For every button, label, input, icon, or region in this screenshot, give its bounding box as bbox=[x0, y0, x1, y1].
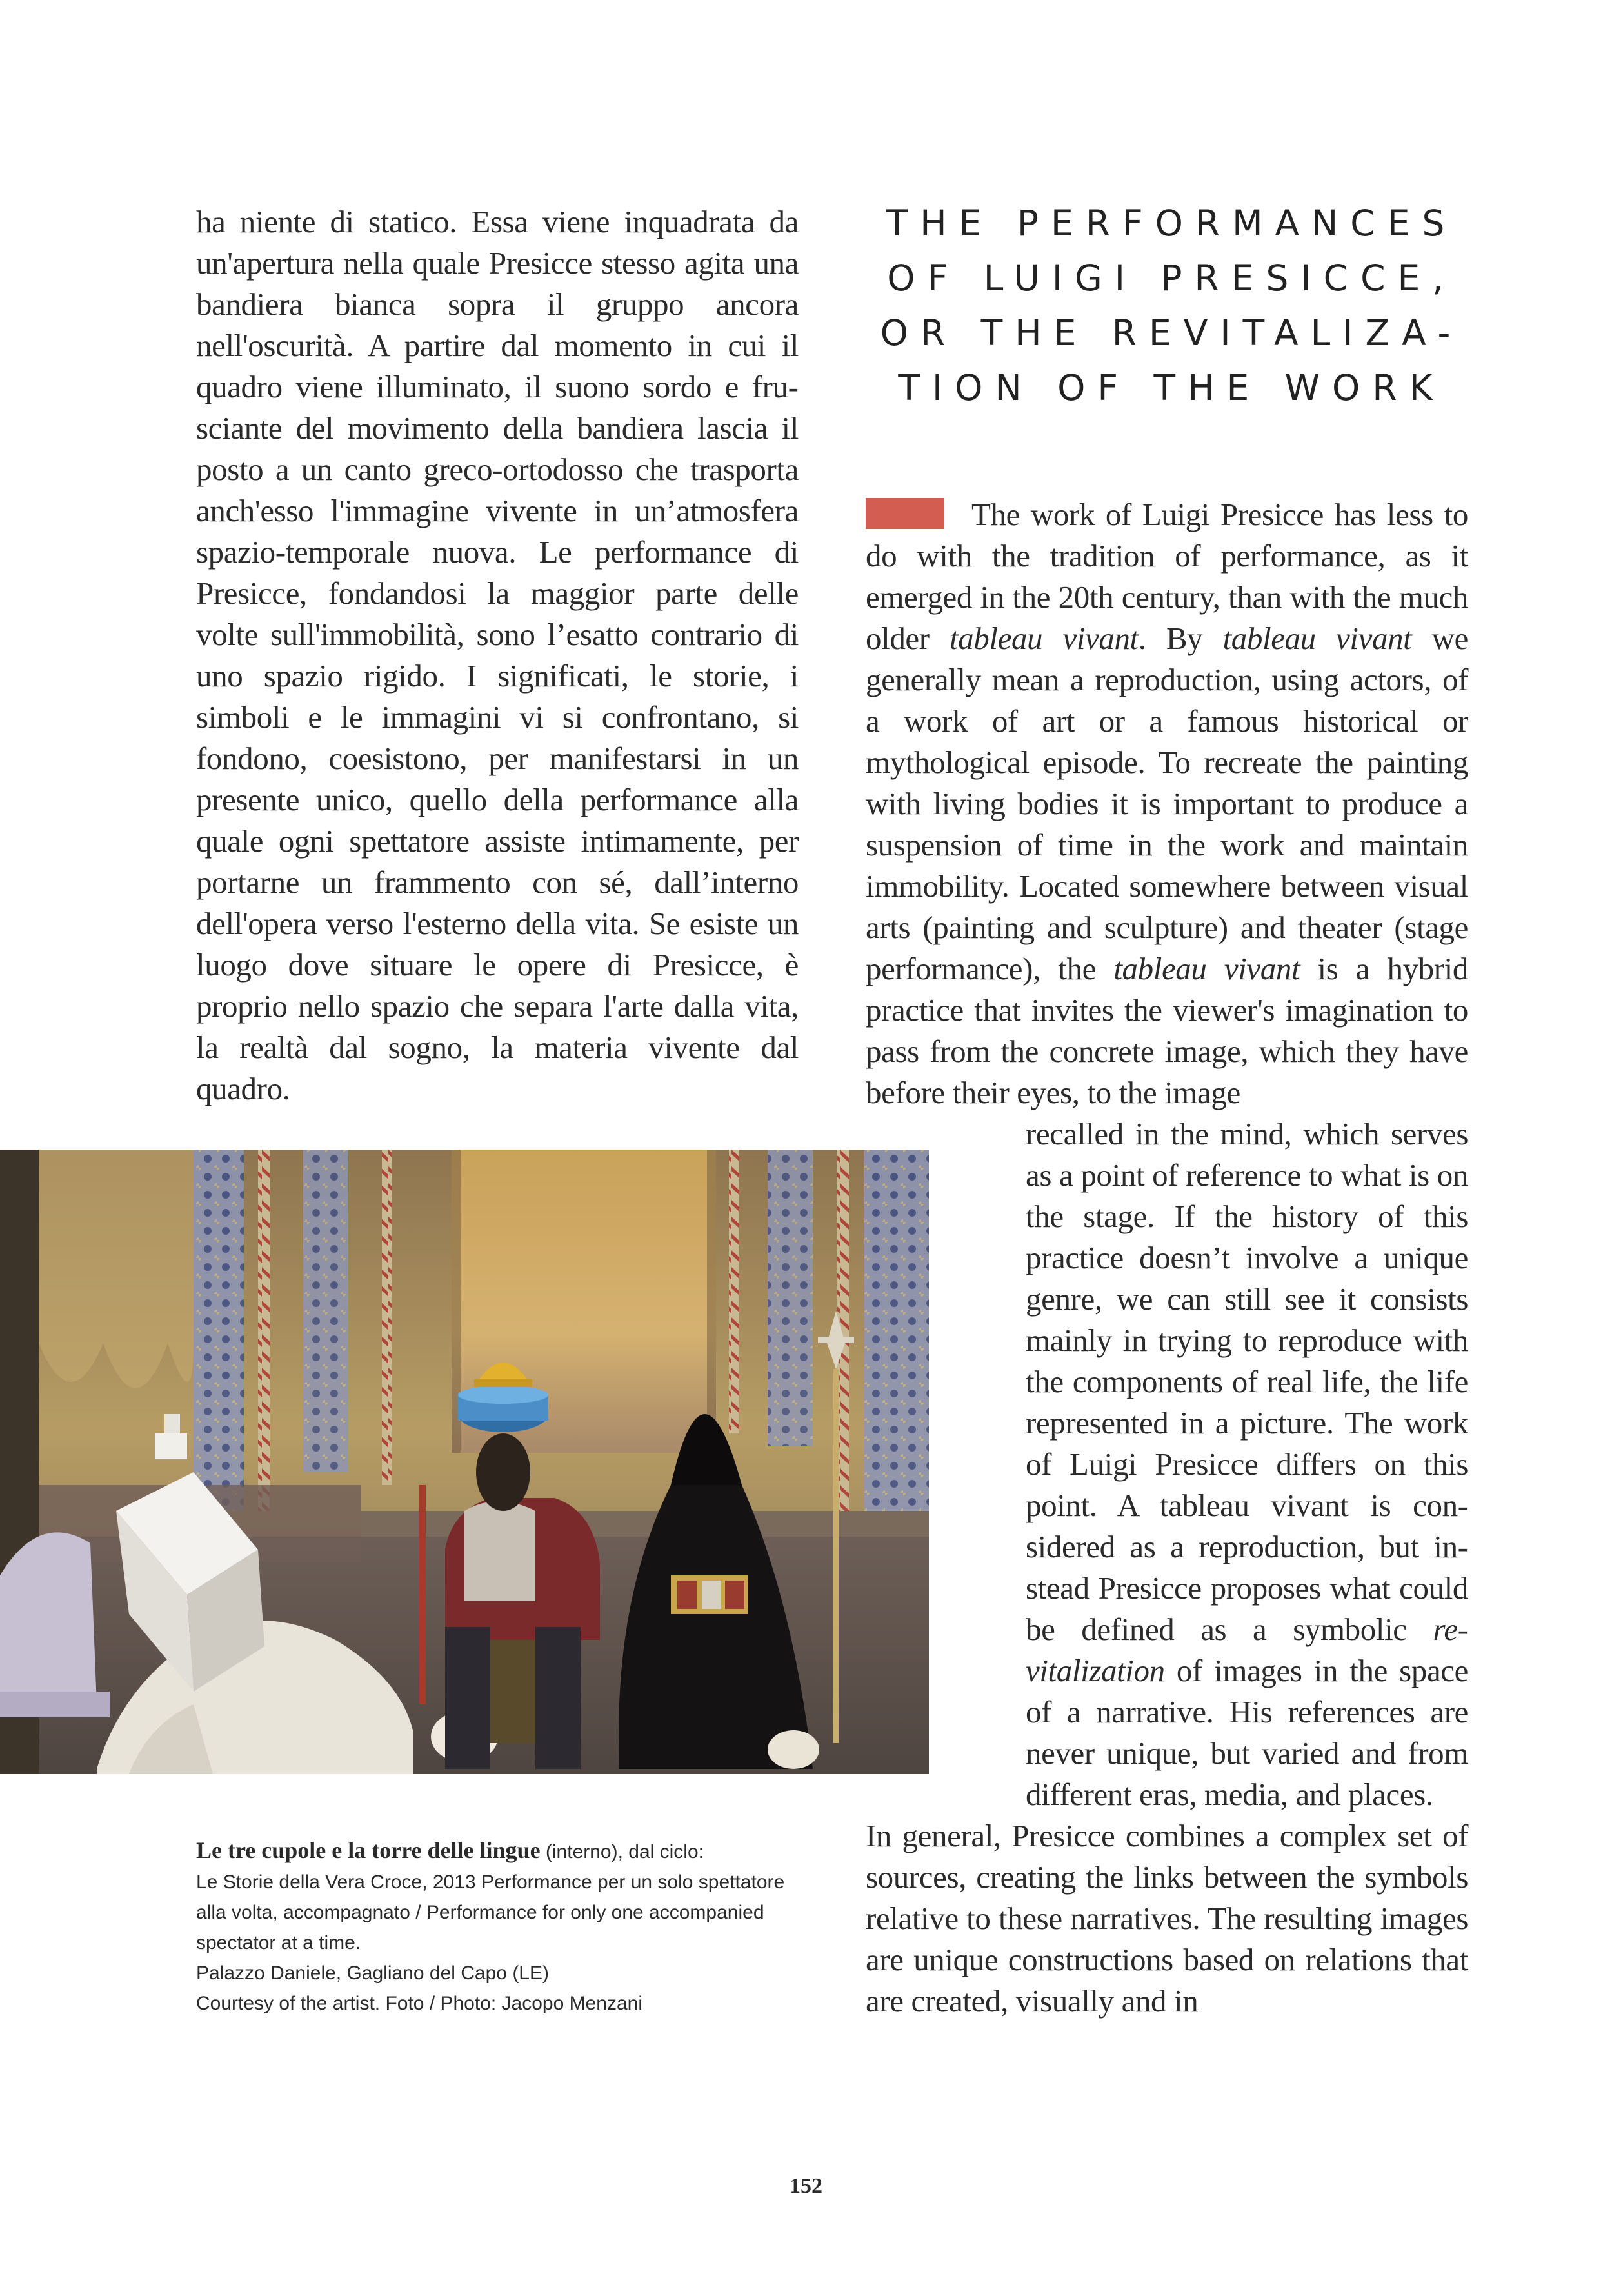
italian-paragraph: ha niente di statico. Essa viene inquadrata da un'apertura nella quale Presicce stesso agita una bandiera bianca sopra il gruppo ancora nell'oscurità. A partire dal momento in cui il quadro viene illuminato, il suono sordo e frusciante del movimento della bandiera lascia il posto a un canto greco-ortodosso che trasporta anch'esso l'immagine vivente in un’atmosfera spazio-temporale nuova. Le performance di Presicce, fondandosi la maggior parte delle volte sull'immobilità, sono l’esatto contrario di uno spazio rigido. I significati, le storie, i simboli e le immagini vi si confrontano, si fondono, coesistono, per manifestarsi in un presente unico, quello della performance alla quale ogni spettatore assiste intimamente, per portarne un frammento con sé, dall’interno dell'opera verso l'esterno della vita. Se esiste un luogo dove situare le opere di Presicce, è proprio nello spazio che separa l'arte dalla vita, la realtà dal sogno, la materia vivente dal quadro. bbox=[196, 204, 799, 1106]
caption-line: Courtesy of the artist. Foto / Photo: Jacopo Menzani bbox=[196, 1993, 643, 2014]
italic-term: tableau vivant bbox=[1113, 951, 1300, 986]
section-heading bbox=[863, 196, 1480, 415]
english-paragraph-tail: In general, Presicce combines a complex set of sources, creating the links between the symbols relative to these narratives. The resulting images are unique constructions based on relations that are created, visually and in bbox=[866, 1818, 1468, 2019]
caption-line: Palazzo Daniele, Gagliano del Capo (LE) bbox=[196, 1962, 549, 1984]
performance-photo bbox=[0, 1150, 929, 1774]
text-run: The work of Luigi Presicce has less to do with the tradition of performance, as it emerged in the 20th century, than with the much older bbox=[866, 497, 1468, 656]
italic-term: revitalization bbox=[1026, 1612, 1468, 1688]
heading-line: OF LUIGI PRESICCE, bbox=[887, 257, 1456, 299]
caption-line: alla volta, accompagnato / Performance for only one accompanied bbox=[196, 1902, 764, 1923]
text-run: is a hybrid practice that invites the viewer's imagination to pass from the concrete image, which they have before their eyes, to the image bbox=[866, 951, 1468, 1110]
caption-title-suffix: (interno), dal ciclo: bbox=[540, 1841, 704, 1862]
caption-title: Le tre cupole e la torre delle lingue bbox=[196, 1837, 541, 1863]
heading-line: OR THE REVITALIZA- bbox=[880, 312, 1463, 354]
italic-term: tableau vivant bbox=[1222, 621, 1412, 656]
text-run: we generally mean a reproduction, using actors, of a work of art or a famous historical or mythological episode. To recreate the painting with living bodies it is important to produce a suspension of time in the work and maintain immobility. Located somewhere between visual arts (painting and sculpture) and theater (stage performance), the bbox=[866, 621, 1468, 986]
text-run: recalled in the mind, which serves as a point of reference to what is on the stage. If the history of this practice doesn’t involve a unique genre, we can still see it consists mainly in trying to reproduce with the components of real life, the life represented in a picture. The work of Luigi Presicce differs on this point. A tableau vivant is considered as a reproduction, but instead Presicce proposes what could be defined as a symbolic bbox=[1026, 1116, 1468, 1647]
english-paragraph-narrow bbox=[1026, 1113, 1468, 1815]
english-paragraph-wide bbox=[866, 494, 1468, 1113]
heading-line: THE PERFORMANCES bbox=[886, 203, 1457, 244]
photo-caption bbox=[196, 1835, 815, 2019]
page-number: 152 bbox=[790, 2174, 822, 2198]
english-text-column bbox=[866, 494, 1468, 2022]
caption-line: spectator at a time. bbox=[196, 1932, 361, 1953]
heading-line: TION OF THE WORK bbox=[898, 367, 1445, 408]
italian-text-column bbox=[196, 201, 799, 1110]
text-run: . By bbox=[1138, 621, 1223, 656]
caption-line: Le Storie della Vera Croce, 2013 Performance per un solo spettatore bbox=[196, 1872, 785, 1893]
italic-term: tableau vivant bbox=[949, 621, 1139, 656]
caption-title-line bbox=[196, 1835, 815, 1867]
text-run: of images in the space of a narrative. His references are never unique, but varied and from different eras, media, and places. bbox=[1026, 1653, 1468, 1812]
